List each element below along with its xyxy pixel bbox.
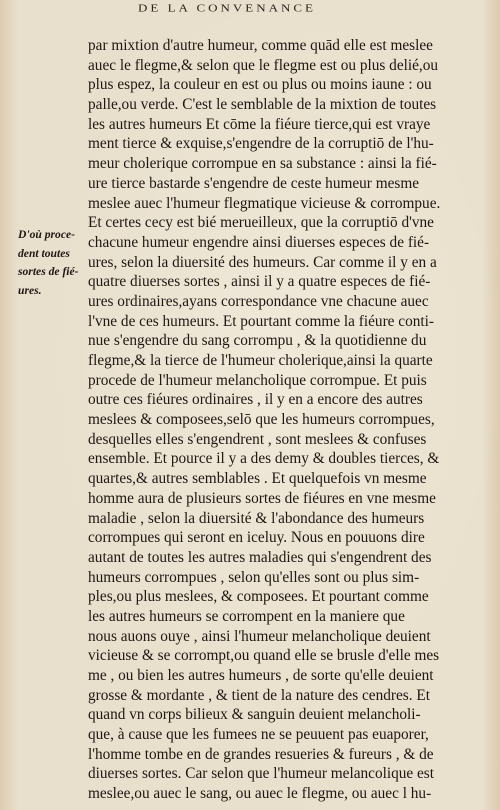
marginal-note-line: ures. <box>18 283 42 297</box>
text-line: flegme,& la tierce de l'humeur cholerique,ainsi la quarte <box>88 352 433 369</box>
text-line: nous auons ouye , ainsi l'humeur melancholique deuient <box>88 627 431 645</box>
marginal-note-line: sortes de fié- <box>18 265 79 278</box>
running-head: DE LA CONVENANCE <box>138 2 316 14</box>
text-line: Et certes cecy est bié merueilleux, que la corruptiō d'vne <box>88 214 434 232</box>
marginal-note-line: dent toutes <box>18 246 70 260</box>
text-line: ensemble. Et pource il y a des demy & doubles tierces, & <box>88 450 440 468</box>
text-line: quand vn corps bilieux & sanguin deuient melancholi- <box>88 706 421 724</box>
text-line: l'vne de ces humeurs. Et pourtant comme la fiéure conti- <box>88 312 434 330</box>
marginal-note <box>18 226 88 300</box>
text-line: me , ou bien les autres humeurs , de sorte qu'elle deuient <box>88 667 434 684</box>
text-line: que, à cause que les fumees ne se peuuent pas euaporer, <box>88 726 429 744</box>
text-line: quatre diuerses sortes , ainsi il y a quatre especes de fié- <box>88 273 431 291</box>
text-line: desquelles elles s'engendrent , sont meslees & confuses <box>88 430 427 448</box>
text-line: ment tierce & exquise,s'engendre de la corruptiō de l'hu- <box>88 135 434 153</box>
text-line: humeurs corrompues , selon qu'elles sont ou plus sim- <box>88 568 420 586</box>
text-line: corrompues qui seront en iceluy. Nous en pouuons dire <box>88 529 425 547</box>
text-line: quartes,& autres semblables . Et quelquefois vn mesme <box>88 470 427 488</box>
text-line: ples,ou plus meslees, & composees. Et pourtant comme <box>88 588 429 606</box>
text-line: maladie , selon la diuersité & l'abondance des humeurs <box>88 509 425 527</box>
text-line: ures ordinaires,ayans correspondance vne chacune auec <box>88 292 429 310</box>
text-line: palle,ou verde. C'est le semblable de la mixtion de toutes <box>88 96 437 114</box>
text-line: meur cholerique corrompue en sa substance : ainsi la fié- <box>88 155 437 173</box>
text-line: les autres humeurs se corrompent en la maniere que <box>88 607 405 625</box>
text-line: chacune humeur engendre ainsi diuerses especes de fié- <box>88 233 430 251</box>
text-line: outre ces fiéures ordinaires , il y en a encore des autres <box>88 391 423 409</box>
text-line: plus espez, la couleur en est ou plus ou moins iaune : ou <box>88 76 432 94</box>
text-line: ures, selon la diuersité des humeurs. Car comme il y en a <box>88 253 437 271</box>
main-text <box>88 36 460 804</box>
text-line: auec le flegme,& selon que le flegme est ou plus delié,ou <box>88 56 439 74</box>
text-line: meslee,ou auec le sang, ou auec le flegme, ou auec l hu- <box>88 785 432 803</box>
text-line: autant de toutes les autres maladies qui s'engendrent des <box>88 548 432 566</box>
text-line: meslees & composees,selō que les humeurs corrompues, <box>88 411 435 429</box>
text-line: par mixtion d'autre humeur, comme quād elle est meslee <box>88 37 433 54</box>
text-line: meslee auec l'humeur flegmatique vicieuse & corrompue. <box>88 194 441 212</box>
text-line: homme aura de plusieurs sortes de fiéures en vne mesme <box>88 489 436 507</box>
text-line: l'homme tombe en de grandes resueries & fureurs , & de <box>88 745 434 763</box>
marginal-note-line: D'où proce- <box>18 228 75 241</box>
text-line: procede de l'humeur melancholique corrompue. Et puis <box>88 371 427 389</box>
text-line: ure tierce bastarde s'engendre de ceste humeur mesme <box>88 174 420 192</box>
text-line: nue s'engendre du sang corrompu , & la quotidienne du <box>88 332 427 350</box>
text-line: les autres humeurs Et cōme la fiéure tierce,qui est vraye <box>88 115 431 133</box>
text-line: vicieuse & se corrompt,ou quand elle se brusle d'elle mes <box>88 647 440 665</box>
text-line: diuerses sortes. Car selon que l'humeur melancolique est <box>88 765 434 783</box>
text-line: grosse & mordante , & tient de la nature des cendres. Et <box>88 686 430 704</box>
